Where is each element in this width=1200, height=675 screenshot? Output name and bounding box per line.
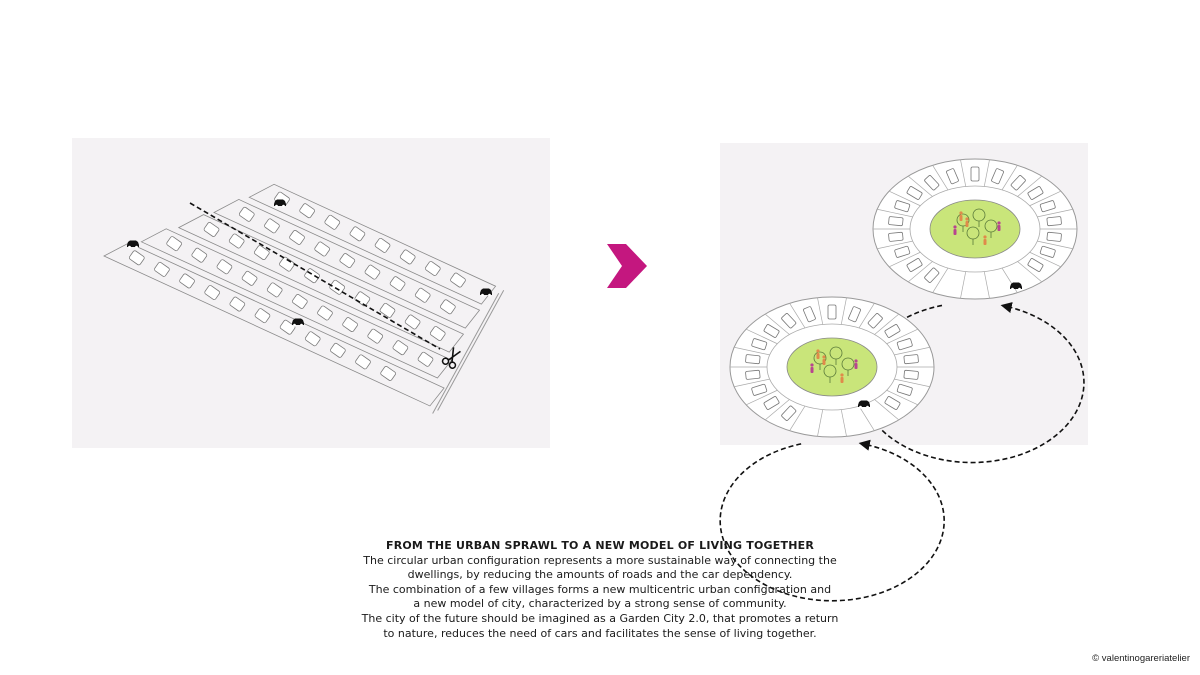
house: [745, 355, 760, 364]
person-icon: [959, 211, 962, 221]
caption-line: dwellings, by reducing the amounts of roads and the car dependency.: [407, 568, 793, 582]
person-icon: [854, 359, 857, 369]
house: [1047, 232, 1062, 241]
caption-title: FROM THE URBAN SPRAWL TO A NEW MODEL OF LIVING TOGETHER: [386, 539, 814, 552]
house: [888, 217, 903, 226]
person-icon: [953, 225, 956, 235]
person-icon: [997, 221, 1000, 231]
central-garden: [787, 338, 877, 396]
caption-line: a new model of city, characterized by a strong sense of community.: [413, 597, 787, 611]
person-icon: [983, 235, 986, 245]
caption-line: The circular urban configuration represents a more sustainable way of connecting the: [363, 553, 837, 567]
house: [904, 355, 919, 364]
sprawl-panel-bg: [72, 138, 550, 448]
caption: [340, 539, 860, 641]
person-icon: [810, 363, 813, 373]
house: [1047, 217, 1062, 226]
person-icon: [822, 355, 825, 365]
house: [888, 232, 903, 241]
house: [904, 370, 919, 379]
person-icon: [965, 217, 968, 227]
caption-line: The combination of a few villages forms a new multicentric urban configuration and: [368, 582, 832, 596]
copyright-credit: © valentinogareriatelier: [1092, 653, 1190, 664]
caption-line: The city of the future should be imagined as a Garden City 2.0, that promotes a return: [361, 611, 839, 625]
caption-line: to nature, reduces the need of cars and facilitates the sense of living together.: [383, 626, 817, 640]
person-icon: [840, 373, 843, 383]
arrow-right-icon: [607, 244, 647, 288]
house: [971, 167, 979, 181]
house: [745, 370, 760, 379]
house: [828, 305, 836, 319]
central-garden: [930, 200, 1020, 258]
person-icon: [816, 349, 819, 359]
